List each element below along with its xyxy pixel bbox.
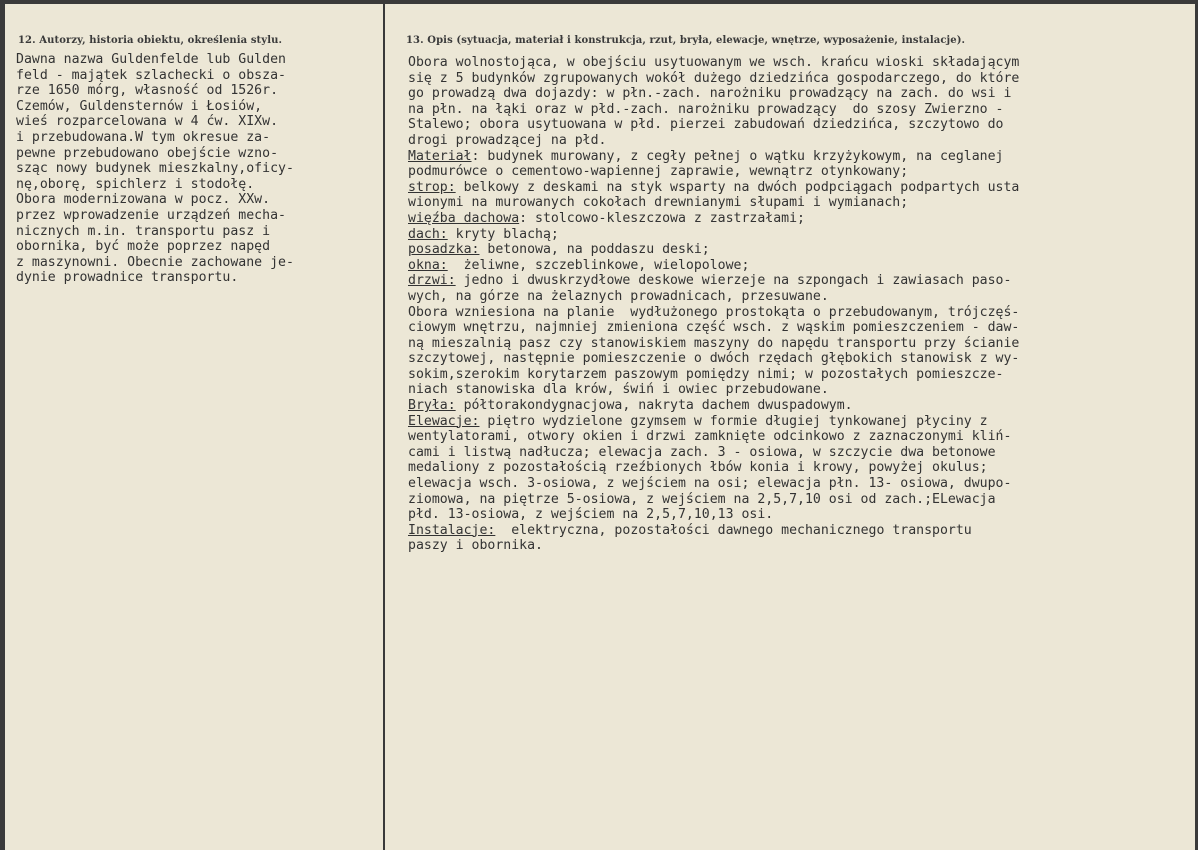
description-line bbox=[408, 336, 1019, 352]
description-line bbox=[408, 71, 1019, 87]
description-line bbox=[408, 538, 1019, 554]
field-text: paszy i obornika. bbox=[408, 538, 543, 554]
description-line bbox=[408, 492, 1019, 508]
description-line bbox=[408, 242, 1019, 258]
field-label: Elewacje: bbox=[408, 413, 480, 429]
history-line: dynie prowadnice transportu. bbox=[16, 270, 239, 286]
history-line: Obora modernizowana w pocz. XXw. bbox=[16, 192, 271, 208]
description-line bbox=[408, 227, 1019, 243]
history-line: i przebudowana.W tym okresue za- bbox=[16, 129, 271, 145]
field-text: elektryczna, pozostałości dawnego mechanicznego transportu bbox=[495, 522, 972, 538]
field-text: podmurówce o cementowo-wapiennej zaprawie, wewnątrz otynkowany; bbox=[408, 164, 909, 180]
field-text: wentylatorami, otwory okien i drzwi zamknięte odcinkowo z zaznaczonymi kliń- bbox=[408, 429, 1012, 445]
description-line bbox=[408, 507, 1019, 523]
left-border bbox=[0, 0, 5, 850]
field-label: Instalacje: bbox=[408, 522, 496, 538]
field-label: więźba dachowa bbox=[408, 210, 520, 226]
field-label: drzwi: bbox=[408, 273, 456, 289]
field-text: na płn. na łąki oraz w płd.-zach. narożniku prowadzący do szosy Zwierzno - bbox=[408, 101, 1004, 117]
description-line bbox=[408, 414, 1019, 430]
description-line bbox=[408, 117, 1019, 133]
field-text: ną mieszalnią pasz czy stanowiskiem maszyny do napędu transportu przy ścianie bbox=[408, 335, 1020, 351]
field-text: Stalewo; obora usytuowana w płd. pierzei zabudowań dziedzińca, szczytowo do bbox=[408, 117, 1004, 133]
history-text bbox=[16, 52, 294, 286]
history-line: sząc nowy budynek mieszkalny,oficy- bbox=[16, 161, 294, 177]
history-line: Czemów, Guldensternów i Łosiów, bbox=[16, 98, 263, 114]
field-text: się z 5 budynków zgrupowanych wokół dużego dziedzińca gospodarczego, do które bbox=[408, 70, 1020, 86]
field-label: Materiał bbox=[408, 148, 472, 164]
history-line: rze 1650 mórg, własność od 1526r. bbox=[16, 83, 279, 99]
history-line: przez wprowadzenie urządzeń mecha- bbox=[16, 207, 286, 223]
field-text: : stolcowo-kleszczowa z zastrzałami; bbox=[519, 210, 805, 226]
description-line bbox=[408, 382, 1019, 398]
history-line: Dawna nazwa Guldenfelde lub Gulden bbox=[16, 52, 286, 67]
field-label: Bryła: bbox=[408, 398, 456, 414]
section-13-caption: 13. Opis (sytuacja, materiał i konstrukcja, rzut, bryła, elewacje, wnętrze, wyposażenie, instalacje). bbox=[406, 35, 966, 46]
field-text: szczytowej, następnie pomieszczenie o dwóch rzędach głębokich stanowisk z wy- bbox=[408, 351, 1020, 367]
description-line bbox=[408, 305, 1019, 321]
field-text: Obora wzniesiona na planie wydłużonego prostokąta o przebudowanym, trójczęś- bbox=[408, 304, 1020, 320]
description-line bbox=[408, 351, 1019, 367]
top-border bbox=[0, 0, 1198, 4]
field-text: kryty blachą; bbox=[447, 226, 559, 242]
description-line bbox=[408, 102, 1019, 118]
description-text bbox=[408, 55, 1019, 554]
field-text: półtorakondygnacjowa, nakryta dachem dwuspadowym. bbox=[455, 398, 853, 414]
history-line: nicznych m.in. transportu pasz i bbox=[16, 223, 271, 239]
field-text: żeliwne, szczeblinkowe, wielopolowe; bbox=[447, 257, 750, 273]
field-text: piętro wydzielone gzymsem w formie długiej tynkowanej płyciny z bbox=[479, 413, 988, 429]
field-text: sokim,szerokim korytarzem paszowym pomiędzy nimi; w pozostałych pomieszcze- bbox=[408, 366, 1004, 382]
field-text: medaliony z pozostałością rzeźbionych łbów konia i krowy, powyżej okulus; bbox=[408, 460, 988, 476]
field-text: Obora wolnostojąca, w obejściu usytuowanym we wsch. krańcu wioski składającym bbox=[408, 55, 1020, 70]
field-text: cami i listwą nadłucza; elewacja zach. 3 - osiowa, w szczycie dwa betonowe bbox=[408, 444, 996, 460]
description-line bbox=[408, 164, 1019, 180]
field-text: go prowadzą dwa dojazdy: w płn.-zach. narożniku prowadzący na zach. do wsi i bbox=[408, 86, 1012, 102]
description-line bbox=[408, 86, 1019, 102]
field-label: strop: bbox=[408, 179, 456, 195]
field-text: wionymi na murowanych cokołach drewnianymi słupami i wymianach; bbox=[408, 195, 909, 211]
description-line bbox=[408, 180, 1019, 196]
description-line bbox=[408, 258, 1019, 274]
history-line: nę,oborę, spichlerz i stodołę. bbox=[16, 176, 255, 192]
description-line bbox=[408, 289, 1019, 305]
field-text: drogi prowadzącej na płd. bbox=[408, 132, 607, 148]
field-label: posadzka: bbox=[408, 242, 480, 258]
description-line bbox=[408, 476, 1019, 492]
field-text: płd. 13-osiowa, z wejściem na 2,5,7,10,13 osi. bbox=[408, 507, 774, 523]
field-text: niach stanowiska dla krów, świń i owiec przebudowane. bbox=[408, 382, 829, 398]
history-line: z maszynowni. Obecnie zachowane je- bbox=[16, 254, 294, 270]
description-line bbox=[408, 445, 1019, 461]
history-line: feld - majątek szlachecki o obsza- bbox=[16, 67, 286, 83]
field-text: belkowy z deskami na styk wsparty na dwóch podpciągach podpartych usta bbox=[455, 179, 1020, 195]
description-line bbox=[408, 55, 1019, 71]
field-text: elewacja wsch. 3-osiowa, z wejściem na osi; elewacja płn. 13- osiowa, dwupo- bbox=[408, 476, 1012, 492]
description-line bbox=[408, 367, 1019, 383]
description-line bbox=[408, 523, 1019, 539]
description-line bbox=[408, 429, 1019, 445]
section-12-caption: 12. Autorzy, historia obiektu, określenia stylu. bbox=[18, 35, 283, 46]
description-line bbox=[408, 273, 1019, 289]
description-line bbox=[408, 320, 1019, 336]
description-line bbox=[408, 195, 1019, 211]
description-line bbox=[408, 149, 1019, 165]
history-line: pewne przebudowano obejście wzno- bbox=[16, 145, 279, 161]
field-text: : budynek murowany, z cegły pełnej o wątku krzyżykowym, na ceglanej bbox=[471, 148, 1004, 164]
field-text: ziomowa, na piętrze 5-osiowa, z wejściem na 2,5,7,10 osi od zach.;ELewacja bbox=[408, 491, 996, 507]
history-line: obornika, być może poprzez napęd bbox=[16, 239, 271, 255]
field-text: wych, na górze na żelaznych prowadnicach, przesuwane. bbox=[408, 288, 829, 304]
field-text: ciowym wnętrzu, najmniej zmieniona część wsch. z wąskim pomieszczeniem - daw- bbox=[408, 320, 1020, 336]
field-label: okna: bbox=[408, 257, 448, 273]
field-label: dach: bbox=[408, 226, 448, 242]
history-line: wieś rozparcelowana w 4 ćw. XIXw. bbox=[16, 114, 279, 130]
description-line bbox=[408, 398, 1019, 414]
description-line bbox=[408, 460, 1019, 476]
field-text: jedno i dwuskrzydłowe deskowe wierzeje na szpongach i zawiasach paso- bbox=[455, 273, 1012, 289]
column-divider bbox=[383, 4, 385, 850]
description-line bbox=[408, 211, 1019, 227]
field-text: betonowa, na poddaszu deski; bbox=[479, 242, 710, 258]
description-line bbox=[408, 133, 1019, 149]
